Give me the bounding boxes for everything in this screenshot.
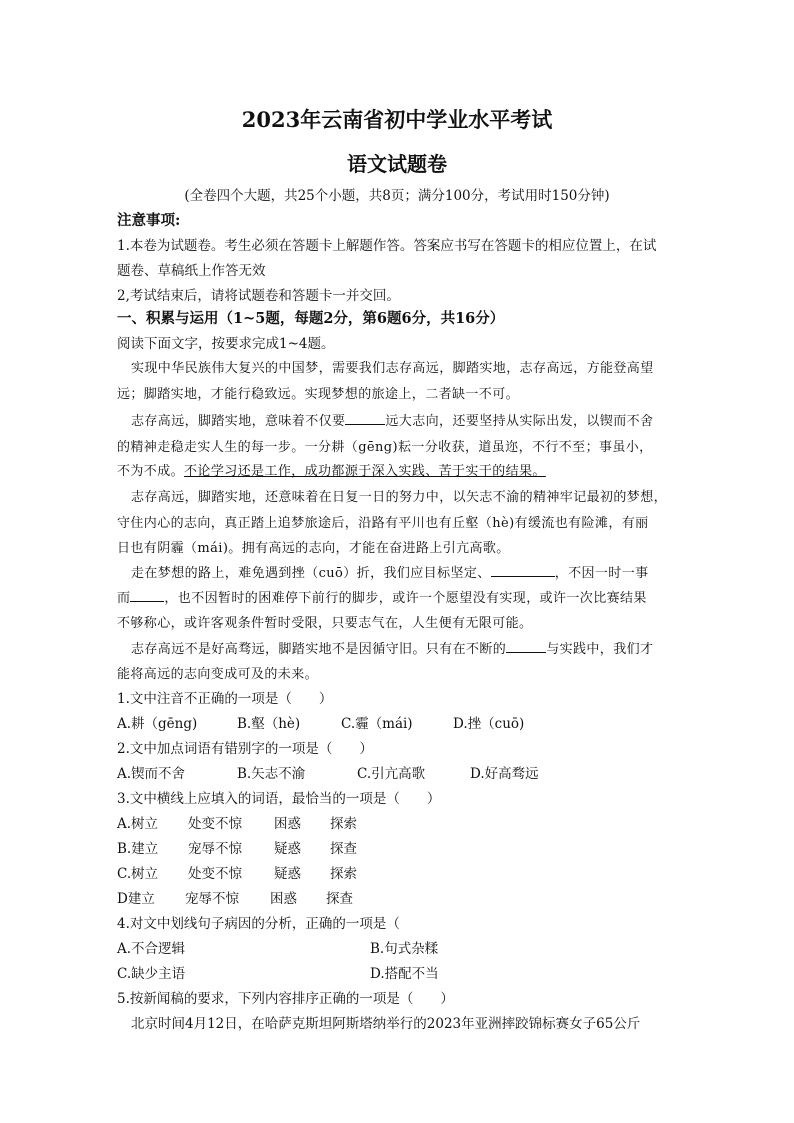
q4-option-b: B.句式杂糅 (370, 941, 439, 957)
q3-cell: C.树立 (117, 866, 159, 882)
passage-line: 志存高远，脚踏实地，还意味着在日复一日的努力中，以矢志不渝的精神牢记最初的梦想， (131, 490, 668, 505)
passage-line (117, 460, 546, 479)
q3-cell: 宠辱不惊 (188, 841, 242, 857)
q3-cell: 探查 (326, 891, 353, 907)
passage-line: 能将高远的志向变成可及的未来。 (117, 667, 319, 682)
question-4: 4.对文中划线句子病因的分析，正确的一项是（ (117, 916, 400, 932)
underlined-sentence: 不论学习还是工作，成功都源于深入实践、苦于实干的结果。 (184, 464, 546, 479)
q1-option-c: C.霾（mái) (341, 716, 413, 732)
exam-subtitle: 语文试题卷 (347, 152, 447, 176)
q4-option-c: C.缺少主语 (117, 966, 186, 982)
passage-text: ，不因一时一事 (554, 566, 649, 581)
question-5: 5.按新闻稿的要求，下列内容排序正确的一项是（ ） (117, 991, 454, 1007)
passage-text: 志存高远，脚踏实地，意味着不仅要 (131, 414, 346, 429)
passage-line (117, 587, 647, 606)
notice-item-1-cont: 题卷、草稿纸上作答无效 (117, 263, 266, 279)
passage-line: 日也有阴霾（mái)。拥有高远的志向，才能在奋进路上引亢高歌。 (117, 541, 510, 556)
q3-cell: 疑惑 (274, 866, 301, 882)
q1-option-b: B.壑（hè) (237, 716, 301, 732)
q3-cell: 处变不惊 (188, 816, 242, 832)
question-3: 3.文中横线上应填入的词语，最恰当的一项是（ ） (117, 791, 441, 807)
section-heading: 一、积累与运用（1~5题，每题2分，第6题6分，共16分） (117, 310, 505, 327)
passage-line: 不够称心，或许客观条件暂时受限，只要志气在，人生便有无限可能。 (117, 616, 533, 631)
passage-text: 与实践中，我们才 (546, 642, 654, 657)
passage-line (131, 638, 653, 657)
passage-text: 不为不成。 (117, 464, 185, 479)
passage-line: 远；脚踏实地，才能行稳致远。实现梦想的旅途上，二者缺一不可。 (117, 387, 520, 402)
passage-text: 走在梦想的路上，难免遇到挫（cuō）折，我们应目标坚定、 (131, 566, 491, 581)
q2-option-a: A.锲而不舍 (117, 766, 186, 782)
question-2: 2.文中加点词语有错别字的一项是（ ） (117, 741, 373, 757)
q4-option-d: D.搭配不当 (370, 966, 439, 982)
exam-title: 2023年云南省初中学业水平考试 (241, 107, 553, 132)
passage-text: ，也不因暂时的困难停下前行的脚步，或许一个愿望没有实现，或许一次比赛结果 (164, 591, 647, 606)
q3-cell: B.建立 (117, 841, 159, 857)
q3-cell: 探索 (330, 866, 357, 882)
q3-cell: A.树立 (117, 816, 159, 832)
fill-blank-4 (506, 640, 546, 653)
passage-line (131, 410, 653, 429)
q2-option-b: B.矢志不渝 (237, 766, 306, 782)
q3-cell: 困惑 (270, 891, 297, 907)
fill-blank-3 (130, 589, 164, 602)
passage-text: 志存高远不是好高骛远，脚踏实地不是因循守旧。只有在不断的 (131, 642, 507, 657)
exam-info: (全卷四个大题，共25个小题，共8页；满分100分，考试用时150分钟) (184, 188, 610, 204)
q1-option-d: D.挫（cuō) (453, 716, 525, 732)
q3-cell: D建立 (117, 891, 155, 907)
q1-option-a: A.耕（gēng) (117, 716, 198, 732)
notice-item-2: 2,考试结束后，请将试题卷和答题卡一并交回。 (117, 288, 400, 304)
q4-option-a: A.不合逻辑 (117, 941, 186, 957)
q3-cell: 宠辱不惊 (185, 891, 239, 907)
passage-text: 远大志向，还要坚持从实际出发，以锲而不舍 (385, 414, 654, 429)
passage-line: 实现中华民族伟大复兴的中国梦，需要我们志存高远，脚踏实地，志存高远，方能登高望 (131, 361, 654, 376)
passage-line: 的精神走稳走实人生的每一步。一分耕（gēng)耘一分收获，道虽迩，不行不至；事虽小， (117, 440, 653, 455)
q3-cell: 疑惑 (274, 841, 301, 857)
question-1: 1.文中注音不正确的一项是（ ） (117, 691, 333, 707)
fill-blank-1 (345, 412, 385, 425)
q3-cell: 困惑 (274, 816, 301, 832)
q3-cell: 探索 (330, 816, 357, 832)
fill-blank-2 (491, 564, 555, 577)
q3-cell: 探查 (330, 841, 357, 857)
q5-text: 北京时间4月12日，在哈萨克斯坦阿斯塔纳举行的2023年亚洲摔跤锦标赛女子65公斤 (131, 1016, 641, 1032)
notice-item-1: 1.本卷为试题卷。考生必须在答题卡上解题作答。答案应书写在答题卡的相应位置上，在试 (117, 238, 657, 254)
q2-option-c: C.引亢高歌 (357, 766, 426, 782)
notice-heading: 注意事项: (117, 212, 181, 229)
passage-text: 而 (117, 591, 131, 606)
q3-cell: 处变不惊 (188, 866, 242, 882)
q2-option-d: D.好高骛远 (470, 766, 539, 782)
section-instruction: 阅读下面文字，按要求完成1~4题。 (117, 336, 335, 352)
passage-line (131, 562, 649, 581)
passage-line: 守住内心的志向，真正踏上追梦旅途后，沿路有平川也有丘壑（hè)有缓流也有险滩，有丽 (117, 516, 649, 531)
